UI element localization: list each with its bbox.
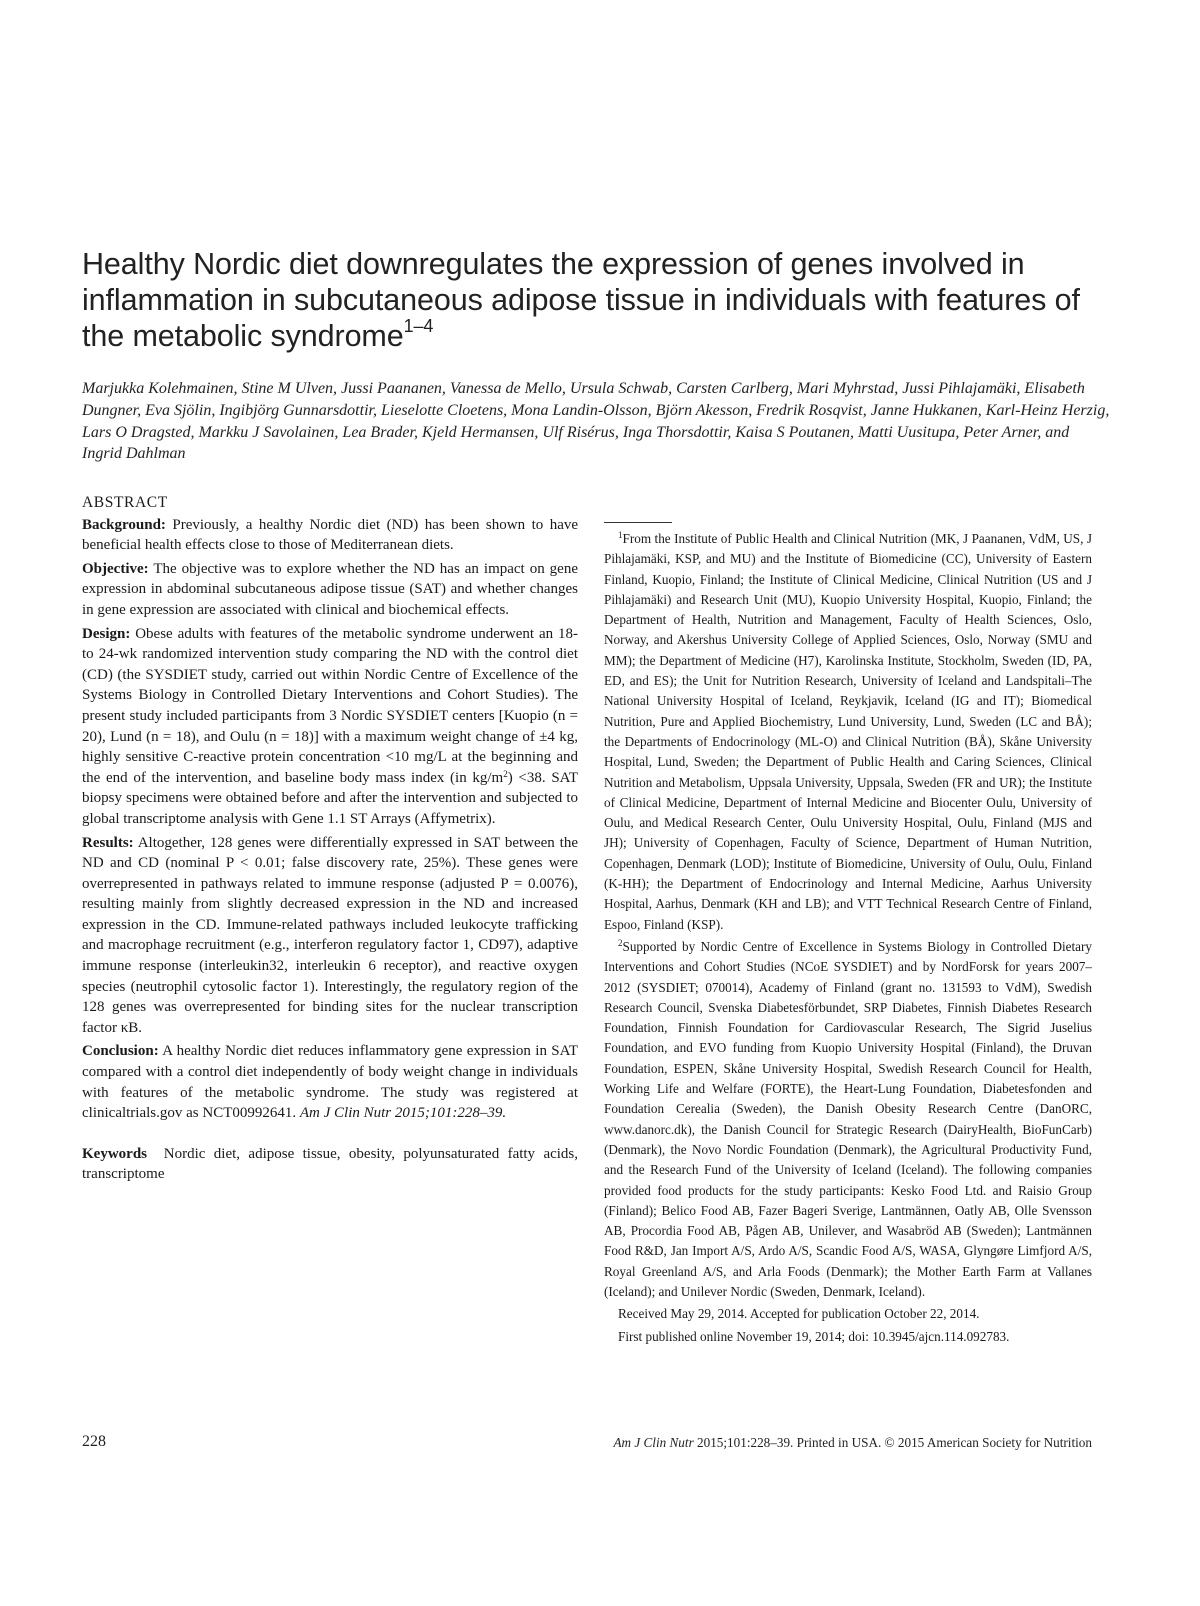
footnote-rule <box>604 522 672 523</box>
page-number: 228 <box>82 1433 106 1450</box>
footnote-1-marker: 1 <box>618 530 623 540</box>
abstract-results <box>82 833 578 1039</box>
design-superscript: 2 <box>503 768 508 779</box>
abstract-citation: Am J Clin Nutr 2015;101:228–39. <box>299 1105 507 1122</box>
conclusion-text: A healthy Nordic diet reduces inflammatory gene expression in SAT compared with a control diet independently of body weight change in individuals with features of the metabolic syndrome. The study was registered at clinicaltrials.gov as NCT00992641. <box>82 1043 578 1122</box>
background-text: Previously, a healthy Nordic diet (ND) has been shown to have beneficial health effects close to those of Mediterranean diets. <box>82 516 579 554</box>
keywords <box>82 1144 578 1185</box>
abstract-objective <box>82 559 578 621</box>
abstract-column <box>82 493 578 1188</box>
article-title-text: Healthy Nordic diet downregulates the expression of genes involved in inflammation in subcutaneous adipose tissue in individuals with features of the metabolic syndrome <box>82 247 1080 353</box>
keywords-label: Keywords <box>82 1145 147 1162</box>
journal-footer <box>613 1435 1092 1451</box>
journal-name: Am J Clin Nutr <box>613 1435 694 1450</box>
design-text-1: Obese adults with features of the metabolic syndrome underwent an 18- to 24-wk randomized intervention study comparing the ND with the control diet (CD) (the SYSDIET study, carried out within Nordic Centre of Excellence of the Systems Biology in Controlled Dietary Interventions and Cohort Studies). The present study included participants from 3 Nordic SYSDIET centers [Kuopio (n = 20), Lund (n = 18), and Oulu (n = 18)] with a maximum weight change of ±4 kg, highly sensitive C-reactive protein concentration <10 mg/L at the beginning and the end of the intervention, and baseline body mass index (in kg/m <box>82 625 578 786</box>
objective-text: The objective was to explore whether the ND has an impact on gene expression in abdominal subcutaneous adipose tissue (SAT) and whether changes in gene expression are associated with clinical and biochemical effects. <box>82 560 578 618</box>
abstract-heading: ABSTRACT <box>82 494 168 511</box>
footnote-2-text: Supported by Nordic Centre of Excellence in Systems Biology in Controlled Dietary Interventions and Cohort Studies (NCoE SYSDIET) and by NordForsk for years 2007–2012 (SYSDIET; 070014), Academy of Finland (grant no. 131593 to VdM), Swedish Research Council, Svenska Diabetesförbundet, SRP Diabetes, Finnish Diabetes Research Foundation, Finnish Foundation for Cardiovascular Research, The Sigrid Juselius Foundation, and EVO funding from Kuopio University Hospital (Finland), the Druvan Foundation, ESPEN, Skåne University Hospital, Swedish Research Council for Health, Working Life and Welfare (FORTE), the Heart-Lung Foundation, Diabetesfonden and Foundation Cerealia (Sweden), the Danish Obesity Research Centre (DanORC, www.danorc.dk), the Danish Council for Strategic Research (DairyHealth, BioFunCarb) (Denmark), the Novo Nordic Foundation (Denmark), the Agricultural Productivity Fund, and the Research Fund of the University of Iceland (Iceland). The following companies provided food products for the study participants: Kesko Food Ltd. and Raisio Group (Finland); Belico Food AB, Fazer Bageri Sverige, Lantmännen, Oatly AB, Olle Svensson AB, Procordia Food AB, Pågen AB, Unilever, and Wasabröd AB (Sweden); Lantmännen Food R&D, Jan Import A/S, Ardo A/S, Scandic Food A/S, WASA, Glyngøre Limfjord A/S, Royal Greenland A/S, and Arla Foods (Denmark); the Mother Earth Farm at Vallanes (Iceland); and Unilever Nordic (Sweden, Denmark, Iceland). <box>604 938 1092 1299</box>
footnotes-column <box>604 522 1092 1349</box>
abstract-conclusion <box>82 1041 578 1123</box>
footnote-1-text: From the Institute of Public Health and Clinical Nutrition (MK, J Paananen, VdM, US, J Pihlajamäki, KSP, and MU) and the Institute of Biomedicine (CC), University of Eastern Finland, Kuopio, Finland; the Institute of Clinical Medicine, Clinical Nutrition (US and J Pihlajamäki) and Research Unit (MU), Kuopio University Hospital, Kuopio, Finland; the Department of Health, Nutrition and Management, Faculty of Health Sciences, Oslo, Norway, and Akershus University College of Applied Sciences, Oslo, Norway (SMU and MM); the Department of Medicine (H7), Karolinska Institute, Stockholm, Sweden (ID, PA, ED, and ES); the Unit for Nutrition Research, University of Iceland and Landspitali–The National University Hospital of Iceland, Reykjavik, Iceland (IG and IT); Biomedical Nutrition, Pure and Applied Biochemistry, Lund University, Lund, Sweden (LC and BÅ); the Departments of Endocrinology (ML-O) and Clinical Nutrition (BÅ), Skåne University Hospital, Lund, Sweden; the Department of Public Health and Caring Sciences, Clinical Nutrition and Metabolism, Uppsala University, Uppsala, Sweden (FR and UR); the Institute of Clinical Medicine, Department of Internal Medicine and Biocenter Oulu, University of Oulu, and Medical Research Center, Oulu University Hospital, Oulu, Finland (MJS and JH); University of Copenhagen, Faculty of Science, Department of Human Nutrition, Copenhagen, Denmark (LOD); Institute of Biomedicine, University of Oulu, Oulu, Finland (K-HH); the Department of Endocrinology and Internal Medicine, Aarhus University Hospital, Aarhus, Denmark (KH and LB); and VTT Technical Research Centre of Finland, Espoo, Finland (KSP). <box>604 531 1092 932</box>
keywords-text: Nordic diet, adipose tissue, obesity, polyunsaturated fatty acids, transcriptome <box>82 1145 579 1183</box>
design-label: Design: <box>82 625 131 642</box>
title-footnote-marker: 1–4 <box>403 316 434 336</box>
objective-label: Objective: <box>82 560 149 577</box>
results-label: Results: <box>82 834 134 851</box>
design-text-2: ) <38. SAT biopsy specimens were obtained before and after the intervention and subjected to global transcriptome analysis with Gene 1.1 ST Arrays (Affymetrix). <box>82 769 578 827</box>
background-label: Background: <box>82 516 166 533</box>
footnote-funding <box>604 937 1092 1302</box>
conclusion-label: Conclusion: <box>82 1043 159 1060</box>
received-date: Received May 29, 2014. Accepted for publication October 22, 2014. <box>618 1306 980 1322</box>
abstract-design <box>82 624 578 830</box>
footnote-2-marker: 2 <box>618 937 623 948</box>
article-title <box>82 246 1112 354</box>
results-text: Altogether, 128 genes were differentially expressed in SAT between the ND and CD (nominal P < 0.01; false discovery rate, 25%). These genes were overrepresented in pathways related to immune response (adjusted P = 0.0076), resulting mainly from slightly decreased expression in the ND and increased expression in the CD. Immune-related pathways included leukocyte trafficking and macrophage recruitment (e.g., interferon regulatory factor 1, CD97), adaptive immune response (interleukin32, interleukin 6 receptor), and reactive oxygen species (neutrophil cytosolic factor 1). Interestingly, the regulatory region of the 128 genes was overrepresented for binding sites for the nuclear transcription factor κB. <box>82 834 578 1036</box>
abstract-background <box>82 515 578 556</box>
publication-info: First published online November 19, 2014; doi: 10.3945/ajcn.114.092783. <box>618 1328 1010 1344</box>
footnote-affiliations <box>604 529 1092 935</box>
journal-citation: 2015;101:228–39. Printed in USA. © 2015 American Society for Nutrition <box>693 1435 1092 1450</box>
author-list: Marjukka Kolehmainen, Stine M Ulven, Jussi Paananen, Vanessa de Mello, Ursula Schwab, Carsten Carlberg, Mari Myhrstad, Jussi Pihlajamäki, Elisabeth Dungner, Eva Sjölin, Ingibjörg Gunnarsdottir, Lieselotte Cloetens, Mona Landin-Olsson, Björn Akesson, Fredrik Rosqvist, Janne Hukkanen, Karl-Heinz Herzig, Lars O Dragsted, Markku J Savolainen, Lea Brader, Kjeld Hermansen, Ulf Risérus, Inga Thorsdottir, Kaisa S Poutanen, Matti Uusitupa, Peter Arner, and Ingrid Dahlman <box>82 380 1110 463</box>
